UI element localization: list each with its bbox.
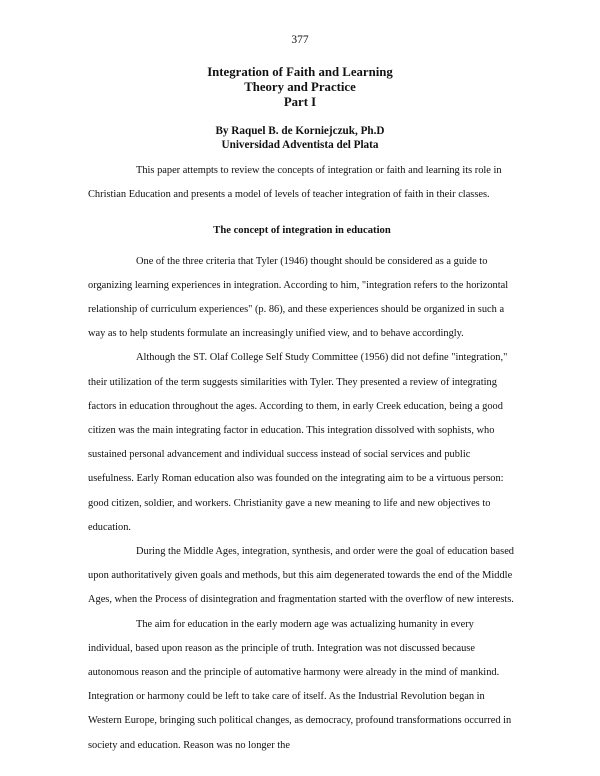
body-paragraph: Although the ST. Olaf College Self Study Committee (1956) did not define "integration," their utilization of the term suggests similarities with Tyler. They presented a review of integrating factors in education throughout the ages. According to them, in early Creek education, being a good citizen was the main integrating factor in education. This integration dissolved with sophists, who sustained personal advancement and individual success instead of social services and public usefulness. Early Roman education also was founded on the integrating aim to be a virtuous person: good citizen, soldier, and workers. Christianity gave a new meaning to life and new objectives to education. [88, 352, 508, 533]
abstract-paragraph: This paper attempts to review the concepts of integration or faith and learning its role in Christian Education and presents a model of levels of teacher integration of faith in their classes. [88, 165, 502, 201]
document-body [88, 159, 516, 758]
body-paragraph: One of the three criteria that Tyler (1946) thought should be considered as a guide to organizing learning experiences in integration. According to him, "integration refers to the horizontal relationship of curriculum experiences" (p. 86), and these experiences should be organized in such a way as to help students formulate an increasingly unified view, and to behave accordingly. [88, 255, 509, 340]
author-block [0, 124, 600, 152]
title-line-2: Theory and Practice [244, 80, 356, 94]
document-title [0, 65, 600, 110]
body-paragraph: The aim for education in the early modern age was actualizing humanity in every individual, based upon reason as the principle of truth. Integration was not discussed because autonomous reason and the principle of automative harmony were already in the mind of mankind. Integration or harmony could be left to take care of itself. As the Industrial Revolution began in Western Europe, bringing such political changes, as democracy, profound transformations occurred in society and education. Reason was no longer the [88, 618, 512, 751]
author-affiliation: Universidad Adventista del Plata [221, 139, 379, 151]
title-line-3: Part I [283, 95, 317, 109]
section-heading: The concept of integration in education [213, 225, 391, 237]
page-number: 377 [291, 34, 309, 46]
author-name: By Raquel B. de Korniejczuk, Ph.D [215, 125, 385, 137]
body-paragraph: During the Middle Ages, integration, synthesis, and order were the goal of education based upon authoritatively given goals and methods, but this aim degenerated towards the end of the Middle Ages, when the Process of disintegration and fragmentation started with the overflow of new interests. [88, 546, 515, 606]
title-line-1: Integration of Faith and Learning [207, 65, 393, 79]
